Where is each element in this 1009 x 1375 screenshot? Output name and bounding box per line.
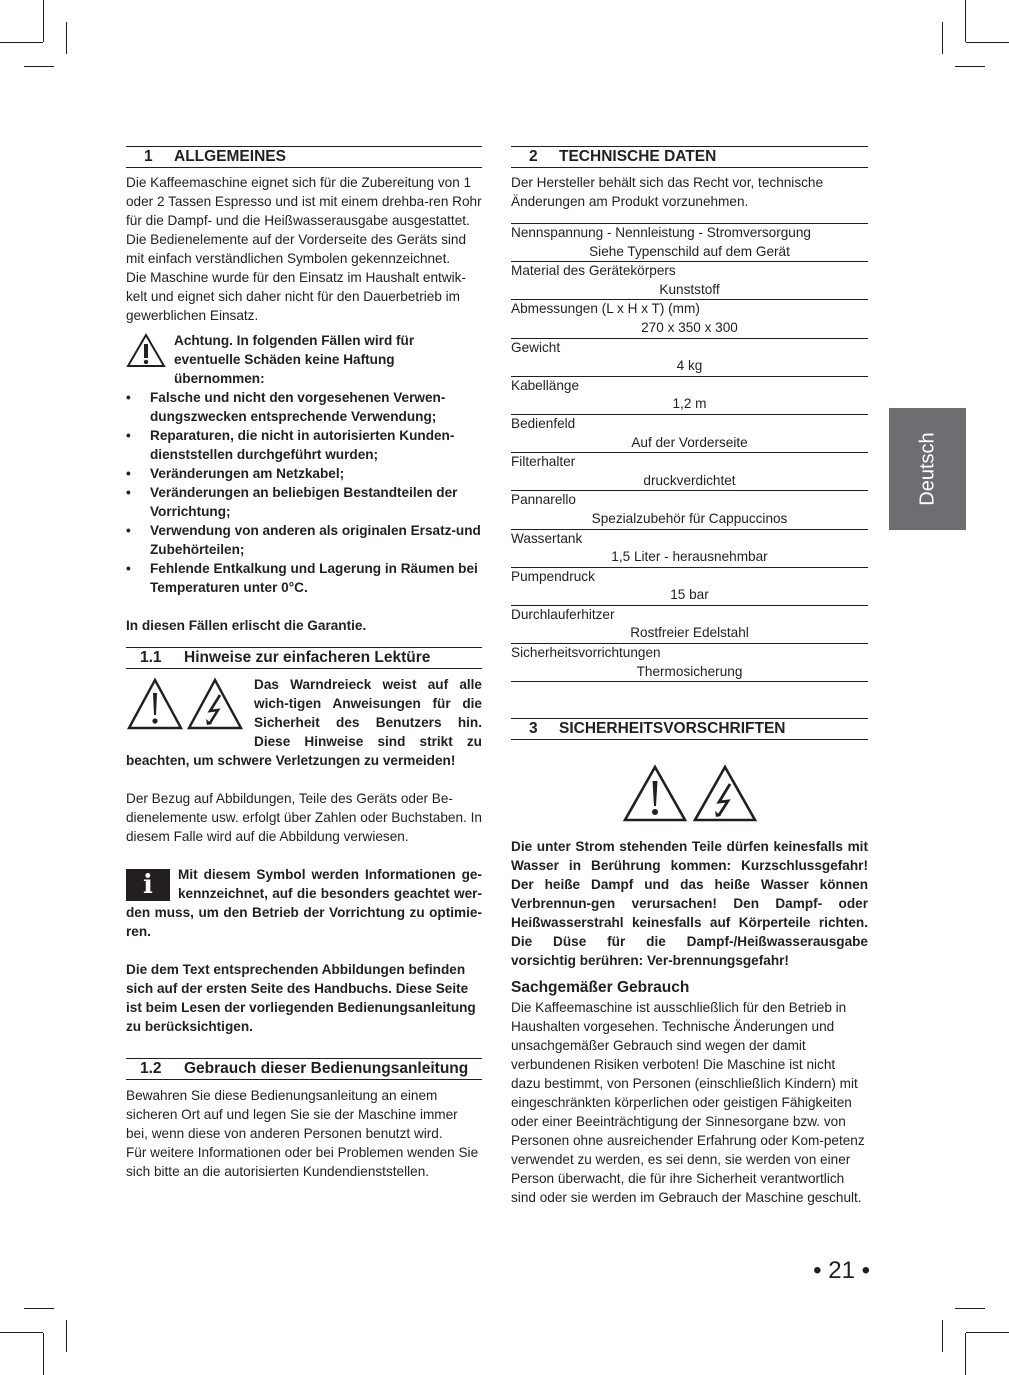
spec-table bbox=[511, 223, 868, 682]
section-title: Gebrauch dieser Bedienungsanleitung bbox=[184, 1060, 469, 1077]
spec-row-value bbox=[511, 548, 868, 567]
spec-row-label bbox=[511, 376, 868, 395]
subheading-sachgemaesser-gebrauch: Sachgemäßer Gebrauch bbox=[511, 979, 690, 997]
exclusion-list bbox=[126, 388, 482, 597]
safety-warning: Die unter Strom stehenden Teile dürfen keinesfalls mit Wasser in Berührung kommen: Kurzschlussgefahr! Der heiße Dampf und das heiße Wasser können Verbrennun-gen verursachen! Den Dampf- oder Heißwasserstrahl keinesfalls auf Körperteile richten. Die Düse für die Dampf-/Heißwasserausgabe vorsichtig berühren: Ver-brennungsgefahr! bbox=[511, 839, 868, 969]
info-text: Mit diesem Symbol werden Informationen ge-kennzeichnet, auf die besonders geachtet wer-den muss, um den Betrieb der Vorrichtung zu optimie-ren. bbox=[126, 867, 482, 939]
section-heading-hinweise bbox=[126, 647, 482, 669]
paragraph: Der Hersteller behält sich das Recht vor, technische Änderungen am Produkt vorzunehmen. bbox=[511, 175, 824, 209]
section-title: ALLGEMEINES bbox=[174, 148, 286, 165]
spec-row-label bbox=[511, 453, 868, 472]
list-item: • Reparaturen, die nicht in autorisierten Kunden-dienststellen durchgeführt wurden; bbox=[126, 426, 482, 464]
list-item: • Verwendung von anderen als originalen Ersatz-und Zubehörteilen; bbox=[126, 521, 482, 559]
electric-hazard-icon bbox=[695, 767, 755, 820]
spec-label: Filterhalter bbox=[511, 453, 868, 472]
language-tab bbox=[889, 408, 966, 530]
spec-row-value bbox=[511, 281, 868, 300]
spec-label: Wassertank bbox=[511, 529, 868, 548]
paragraph: Bewahren Sie diese Bedienungsanleitung an einem sicheren Ort auf und legen Sie sie der Maschine immer bei, wenn diese von anderen Personen benutzt wird. bbox=[126, 1088, 458, 1141]
info-symbol: i bbox=[143, 869, 153, 900]
spec-value: 1,5 Liter - herausnehmbar bbox=[611, 549, 768, 565]
paragraph: Die Kaffeemaschine ist ausschließlich für den Betrieb in Haushalten vorgesehen. Technische Änderungen und unsachgemäßer Gebrauch sind wegen der damit verbundenen Risiken verboten! Die Maschine ist nicht dazu bestimmt, von Personen (einschließlich Kindern) mit eingeschränkten körperlichen oder geistigen Fähigkeiten oder einer Beeinträchtigung der Sinnesorgane bzw. von Personen ohne ausreichender Erfahrung oder Kom-petenz verwendet zu werden, es sei denn, sie werden von einer Person überwacht, die für ihre Sicherheit verantwortlich sind oder sie werden im Gebrauch der Maschine geschult. bbox=[511, 1000, 865, 1206]
paragraph: Die Maschine wurde für den Einsatz im Haushalt entwik-kelt und eignet sich daher nicht für den Dauerbetrieb im gewerblichen Einsatz. bbox=[126, 270, 466, 323]
warning-text: Das Warndreieck weist auf alle wich-tigen Anweisungen für die Sicherheit des Benutzers hin. Diese Hinweise sind strikt zu beachten, um schwere Verletzungen zu vermeiden! bbox=[126, 677, 482, 768]
spec-row-label bbox=[511, 605, 868, 624]
crop-mark bbox=[0, 42, 43, 43]
spec-value: 4 kg bbox=[676, 358, 703, 374]
right-column bbox=[511, 146, 868, 1207]
safety-icons-graphic bbox=[620, 764, 760, 824]
section-number: 1.2 bbox=[140, 1060, 162, 1077]
warning-triangle-icon bbox=[625, 767, 685, 820]
crop-mark bbox=[965, 0, 966, 42]
spec-value: 15 bar bbox=[670, 587, 709, 603]
section-title: SICHERHEITSVORSCHRIFTEN bbox=[559, 720, 786, 738]
spec-value: 270 x 350 x 300 bbox=[641, 319, 738, 335]
page-number: • 21 • bbox=[813, 1257, 870, 1284]
spec-label: Pumpendruck bbox=[511, 567, 868, 586]
spec-label: Durchlauferhitzer bbox=[511, 605, 868, 624]
spec-label: Abmessungen (L x H x T) (mm) bbox=[511, 300, 868, 319]
safety-icons bbox=[511, 764, 868, 829]
liability-warning bbox=[126, 331, 482, 388]
spec-value: 1,2 m bbox=[672, 396, 707, 412]
spec-label: Material des Gerätekörpers bbox=[511, 262, 868, 281]
paragraph: Für weitere Informationen oder bei Problemen wenden Sie sich bitte an die autorisierten Kundendienststellen. bbox=[126, 1145, 479, 1179]
info-icon bbox=[126, 869, 170, 901]
list-item: • Veränderungen an beliebigen Bestandteilen der Vorrichtung; bbox=[126, 483, 482, 521]
section-number: 1 bbox=[144, 148, 153, 165]
paragraph: Der Bezug auf Abbildungen, Teile des Geräts oder Be-dienelemente usw. erfolgt über Zahlen oder Buchstaben. In diesem Falle wird auf die Abbildung verwiesen. bbox=[126, 791, 482, 844]
figures-note: Die dem Text entsprechenden Abbildungen befinden sich auf der ersten Seite des Handbuchs. Diese Seite ist beim Lesen der vorliegenden Bedienungsanleitung zu berücksichtigen. bbox=[126, 962, 476, 1034]
info-explanation bbox=[126, 865, 482, 941]
spec-label: Pannarello bbox=[511, 491, 868, 510]
section-title: Hinweise zur einfacheren Lektüre bbox=[184, 649, 431, 666]
spec-row-label bbox=[511, 414, 868, 433]
crop-mark bbox=[24, 66, 54, 67]
spec-row-value bbox=[511, 586, 868, 605]
list-item: • Fehlende Entkalkung und Lagerung in Räumen bei Temperaturen unter 0°C. bbox=[126, 559, 482, 597]
spec-row-label bbox=[511, 644, 868, 663]
section-number: 2 bbox=[529, 148, 538, 165]
warning-triangle-icon bbox=[129, 680, 181, 728]
language-tab-label: Deutsch bbox=[916, 432, 939, 506]
spec-label: Nennspannung - Nennleistung - Stromversorgung bbox=[511, 224, 868, 243]
spec-row-value bbox=[511, 472, 868, 491]
spec-row-label bbox=[511, 491, 868, 510]
spec-row-label bbox=[511, 224, 868, 243]
crop-mark bbox=[0, 1332, 43, 1333]
list-item: • Falsche und nicht den vorgesehenen Verwen-dungszwecken entsprechende Verwendung; bbox=[126, 388, 482, 426]
spec-label: Bedienfeld bbox=[511, 414, 868, 433]
spec-value: Spezialzubehör für Cappuccinos bbox=[591, 510, 788, 526]
section-heading-technische-daten bbox=[511, 146, 868, 168]
spec-row-value bbox=[511, 434, 868, 453]
crop-mark bbox=[966, 42, 1009, 43]
spec-row-value bbox=[511, 243, 868, 262]
list-item: • Veränderungen am Netzkabel; bbox=[126, 464, 482, 483]
spec-label: Kabellänge bbox=[511, 376, 868, 395]
section-number: 3 bbox=[529, 720, 538, 738]
crop-mark bbox=[955, 66, 985, 67]
spec-row-label bbox=[511, 338, 868, 357]
crop-mark bbox=[965, 1333, 966, 1375]
spec-value: Siehe Typenschild auf dem Gerät bbox=[589, 243, 790, 259]
crop-mark bbox=[955, 1308, 985, 1309]
crop-mark bbox=[43, 1333, 44, 1375]
warning-text: Achtung. In folgenden Fällen wird für eventuelle Schäden keine Haftung übernommen: bbox=[174, 333, 415, 386]
section-number: 1.1 bbox=[140, 649, 162, 666]
warning-icons bbox=[126, 677, 244, 731]
section-title: TECHNISCHE DATEN bbox=[559, 148, 717, 165]
paragraph: Die Kaffeemaschine eignet sich für die Zubereitung von 1 oder 2 Tassen Espresso und ist mit einem drehba-ren Rohr für die Dampf- und die Heißwasserausgabe ausgestattet. Die Bedienelemente auf der Vorderseite des Geräts sind mit einfach verständlichen Symbolen gekennzeichnet. bbox=[126, 175, 482, 266]
spec-row-value bbox=[511, 319, 868, 338]
spec-row-value bbox=[511, 510, 868, 529]
spec-value: Rostfreier Edelstahl bbox=[630, 625, 749, 641]
spec-row-value bbox=[511, 395, 868, 414]
spec-row-value bbox=[511, 357, 868, 376]
spec-row-label bbox=[511, 529, 868, 548]
spec-row-value bbox=[511, 663, 868, 682]
guarantee-note: In diesen Fällen erlischt die Garantie. bbox=[126, 618, 367, 633]
spec-row-label bbox=[511, 300, 868, 319]
spec-label: Gewicht bbox=[511, 338, 868, 357]
crop-mark bbox=[43, 0, 44, 42]
spec-label: Sicherheitsvorrichtungen bbox=[511, 644, 868, 663]
spec-value: druckverdichtet bbox=[643, 472, 736, 488]
spec-value: Auf der Vorderseite bbox=[631, 434, 748, 450]
spec-value: Thermosicherung bbox=[511, 663, 868, 682]
spec-row-value bbox=[511, 624, 868, 643]
crop-mark bbox=[66, 1320, 67, 1352]
spec-row-label bbox=[511, 262, 868, 281]
crop-mark bbox=[66, 22, 67, 54]
spec-value: Kunststoff bbox=[659, 281, 720, 297]
section-heading-sicherheit bbox=[511, 718, 868, 740]
warning-triangle-icon bbox=[126, 333, 166, 368]
spec-row-label bbox=[511, 567, 868, 586]
warning-explanation bbox=[126, 675, 482, 770]
section-heading-allgemeines bbox=[126, 146, 482, 168]
electric-hazard-icon bbox=[189, 680, 241, 728]
crop-mark bbox=[942, 22, 943, 54]
crop-mark bbox=[24, 1308, 54, 1309]
section-heading-gebrauch bbox=[126, 1058, 482, 1080]
crop-mark bbox=[966, 1332, 1009, 1333]
left-column bbox=[126, 146, 482, 1181]
crop-mark bbox=[942, 1320, 943, 1352]
